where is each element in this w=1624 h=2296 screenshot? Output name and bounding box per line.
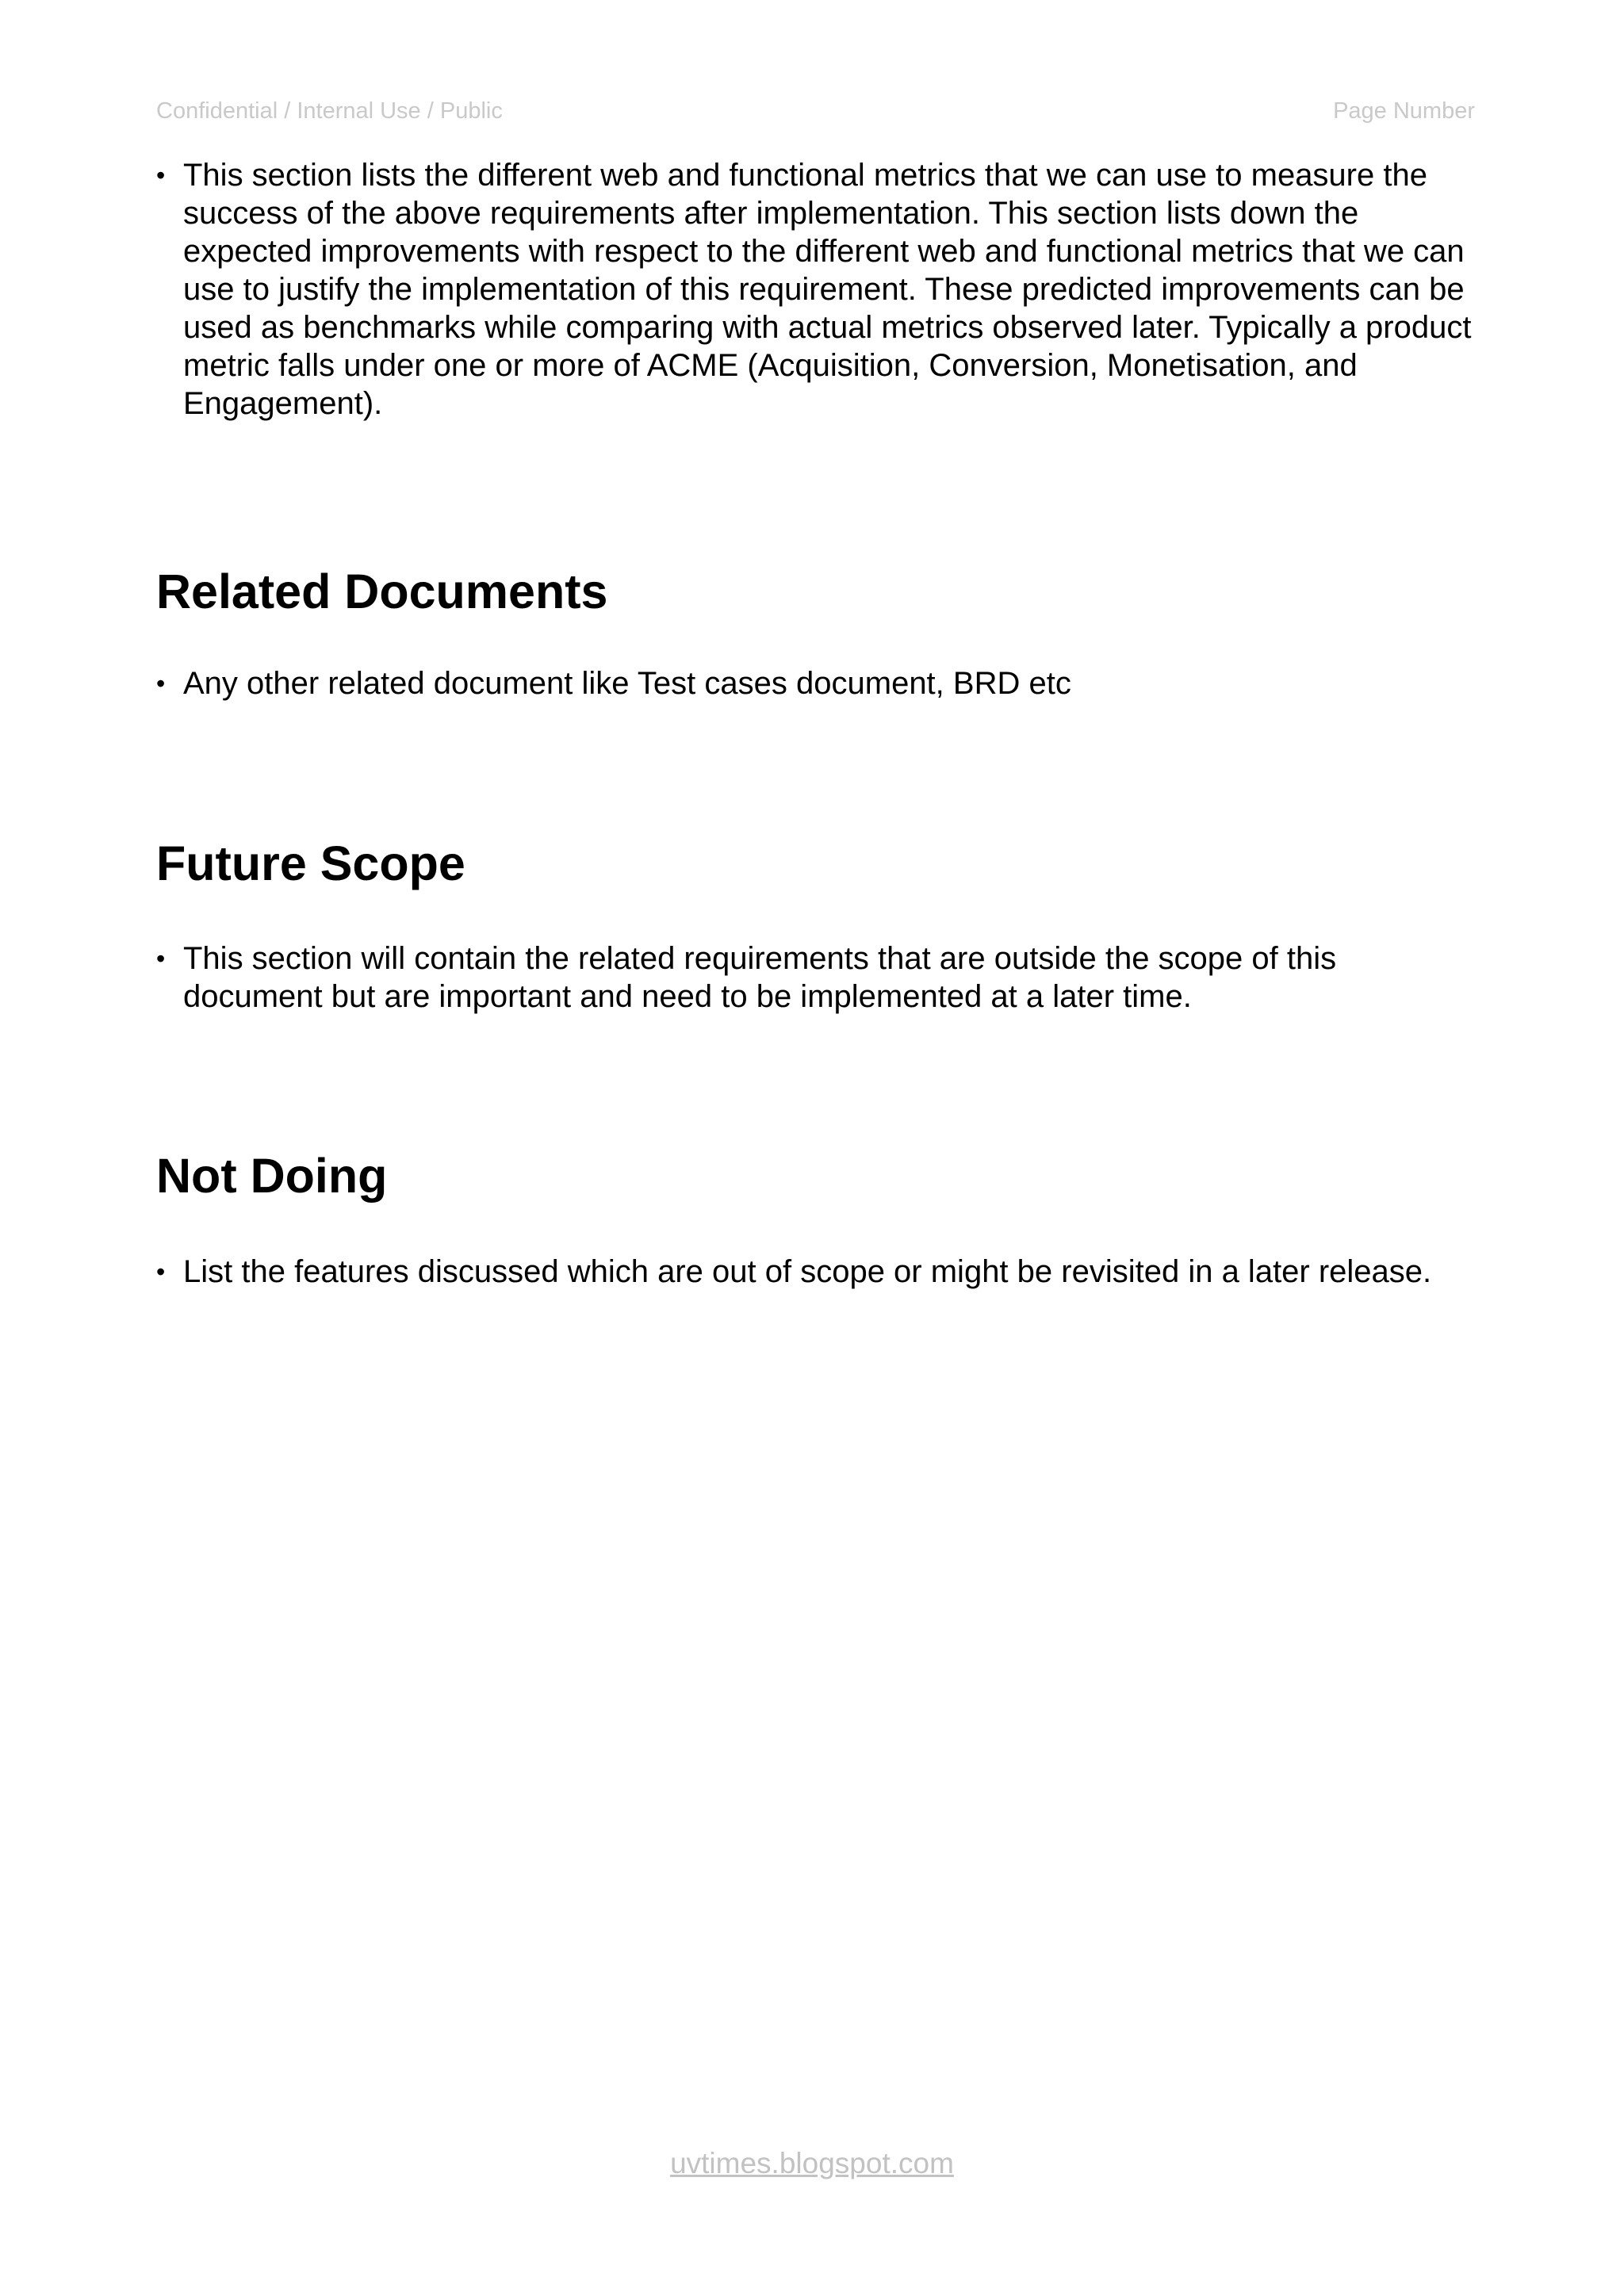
related-documents-bullet-item [156,664,1473,702]
bullet-icon: • [156,669,166,698]
page-number-label: Page Number [1333,98,1475,124]
page-footer [0,2147,1624,2180]
related-documents-heading: Related Documents [156,564,608,618]
future-scope-heading: Future Scope [156,836,465,890]
not-doing-bullet-item [156,1253,1473,1291]
bullet-icon: • [156,944,166,973]
bullet-icon: • [156,1257,166,1286]
bullet-icon: • [156,161,166,189]
metrics-bullet-item [156,156,1473,423]
footer-blog-link[interactable]: uvtimes.blogspot.com [670,2147,954,2179]
page-header [156,98,1475,130]
not-doing-bullet-text: List the features discussed which are out of scope or might be revisited in a later release. [183,1254,1432,1289]
future-scope-bullet-text: This section will contain the related requirements that are outside the scope of this document but are important and need to be implemented at a later time. [183,941,1337,1014]
related-documents-bullet-text: Any other related document like Test cases document, BRD etc [183,666,1071,701]
future-scope-bullet-item [156,939,1473,1016]
metrics-bullet-text: This section lists the different web and functional metrics that we can use to measure the success of the above requirements after implementation. This section lists down the expected improvements with respect to the different web and functional metrics that we can use to justify the implementation of this requirement. These predicted improvements can be used as benchmarks while comparing with actual metrics observed later. Typically a product metric falls under one or more of ACME (Acquisition, Conversion, Monetisation, and Engagement). [183,158,1472,421]
not-doing-heading: Not Doing [156,1149,388,1203]
classification-label: Confidential / Internal Use / Public [156,98,503,124]
